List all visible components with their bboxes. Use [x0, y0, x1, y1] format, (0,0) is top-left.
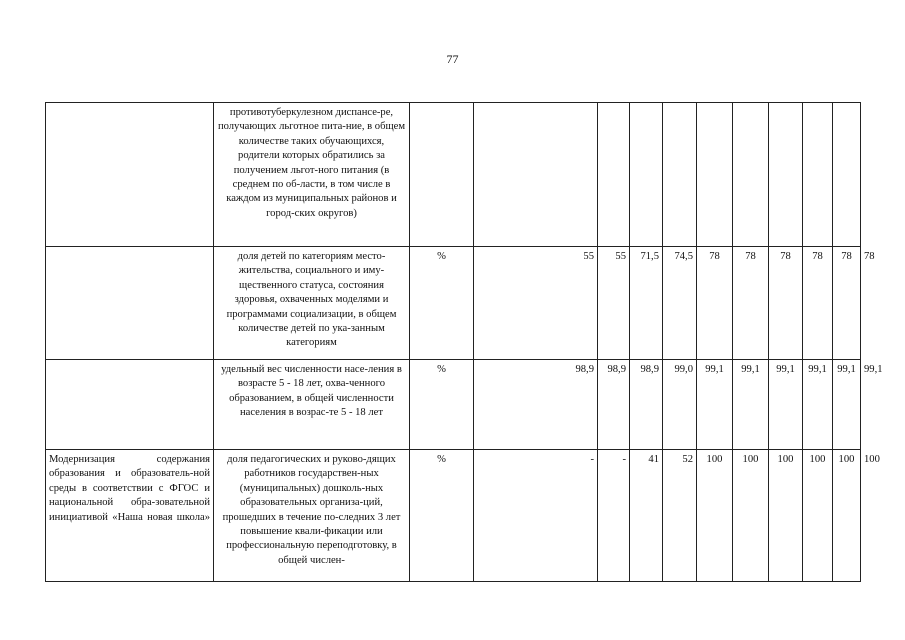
page-number: 77 — [446, 52, 459, 66]
unit-cell: % — [410, 247, 474, 360]
value-cell: 100 — [833, 450, 861, 582]
value-cell — [663, 103, 697, 247]
value-cell: 74,5 — [663, 247, 697, 360]
value-cell — [733, 103, 769, 247]
value-cell: 78 — [833, 247, 861, 360]
value-cell — [630, 103, 663, 247]
table-row: доля детей по категориям место-жительства, социального и иму-щественного статуса, состояния здоровья, охваченных моделями и программами социализации, в общем количестве детей по ука-занным категориям % 55 55 71,5 74,5 78 78 78 78 78 78 — [46, 247, 861, 360]
value-cell: 41 — [630, 450, 663, 582]
goal-cell — [46, 360, 214, 450]
goal-cell: Модернизация содержания образования и образователь-ной среды в соответствии с ФГОС и национальной обра-зовательной инициативой «Наша новая школа» — [46, 450, 214, 582]
value-cell: 99,1 — [697, 360, 733, 450]
value-cell — [803, 103, 833, 247]
goal-cell — [46, 247, 214, 360]
value-cell: 99,1 — [803, 360, 833, 450]
value-cell: 100 — [769, 450, 803, 582]
value-cell: 100 — [697, 450, 733, 582]
value-cell: 99,1 — [833, 360, 861, 450]
value-cell — [474, 103, 598, 247]
value-cell — [598, 103, 630, 247]
value-cell: 78 — [769, 247, 803, 360]
value-cell: 78 — [733, 247, 769, 360]
unit-cell: % — [410, 360, 474, 450]
value-cell: 55 — [598, 247, 630, 360]
value-cell — [769, 103, 803, 247]
value-cell: 100 — [733, 450, 769, 582]
indicator-cell: удельный вес численности насе-ления в возрасте 5 - 18 лет, охва-ченного образованием, в общей численности населения в возрас-те 5 - 18 лет — [214, 360, 410, 450]
value-cell: 99,0 — [663, 360, 697, 450]
value-cell: 98,9 — [474, 360, 598, 450]
value-cell: 98,9 — [598, 360, 630, 450]
value-cell: 99,1 — [769, 360, 803, 450]
value-cell: - — [598, 450, 630, 582]
unit-cell: % — [410, 450, 474, 582]
value-cell: 100 — [803, 450, 833, 582]
value-cell: 78 — [697, 247, 733, 360]
table-row: удельный вес численности насе-ления в возрасте 5 - 18 лет, охва-ченного образованием, в общей численности населения в возрас-те 5 - 18 лет % 98,9 98,9 98,9 99,0 99,1 99,1 99,1 99,1 99,1 99,1 — [46, 360, 861, 450]
unit-cell — [410, 103, 474, 247]
indicator-cell: доля педагогических и руково-дящих работников государствен-ных (муниципальных) дошколь-ных образовательных организа-ций, прошедших в течение по-следних 3 лет повышение квали-фикации или профессиональную переподготовку, в общей числен- — [214, 450, 410, 582]
value-cell: 99,1 — [733, 360, 769, 450]
table-row — [46, 103, 861, 247]
table-row: Модернизация содержания образования и образователь-ной среды в соответствии с ФГОС и национальной обра-зовательной инициативой «Наша новая школа» доля педагогических и руково-дящих работников государствен-ных (муниципальных) дошколь-ных образовательных организа-ций, прошедших в течение по-следних 3 лет повышение квали-фикации или профессиональную переподготовку, в общей числен- % - - 41 52 100 100 100 100 100 100 — [46, 450, 861, 582]
value-cell — [697, 103, 733, 247]
value-cell: 78 — [803, 247, 833, 360]
indicator-table — [45, 102, 883, 582]
indicator-cell: доля детей по категориям место-жительства, социального и иму-щественного статуса, состояния здоровья, охваченных моделями и программами социализации, в общем количестве детей по ука-занным категориям — [214, 247, 410, 360]
value-cell: 52 — [663, 450, 697, 582]
value-cell: 98,9 — [630, 360, 663, 450]
value-cell: 71,5 — [630, 247, 663, 360]
indicator-cell: противотуберкулезном диспансе-ре, получающих льготное пита-ние, в общем количестве таких обучающихся, родители которых обратились за получением льгот-ного питания (в среднем по об-ласти, в том числе в каждом из муниципальных районов и город-ских округов) — [214, 103, 410, 247]
value-cell — [833, 103, 861, 247]
goal-cell — [46, 103, 214, 247]
value-cell: - — [474, 450, 598, 582]
value-cell: 55 — [474, 247, 598, 360]
